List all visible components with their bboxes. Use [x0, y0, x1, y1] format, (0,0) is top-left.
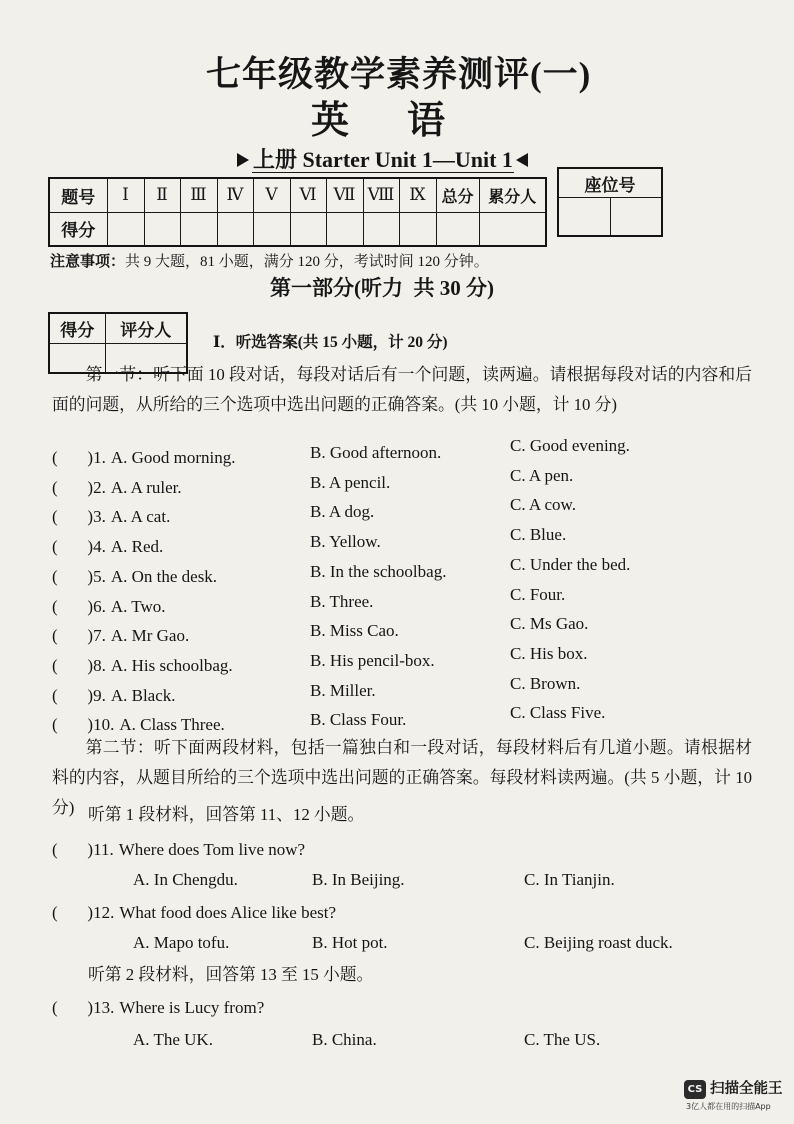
- scanner-brand-name: 扫描全能王: [710, 1081, 783, 1097]
- question-stem: [52, 651, 233, 681]
- answer-blank: ( ): [52, 597, 94, 616]
- option-b: B. China.: [312, 1030, 377, 1049]
- answer-blank: ( ): [52, 998, 94, 1017]
- option-b: B. Three.: [310, 592, 374, 611]
- score-table-col-7: Ⅶ: [326, 178, 363, 212]
- question-number: 10.: [93, 715, 115, 734]
- score-cell: [290, 212, 326, 246]
- score-cell: [253, 212, 290, 246]
- answer-blank: ( ): [52, 840, 94, 859]
- score-table-col-total: 总分: [436, 178, 479, 212]
- score-table-col-5: Ⅴ: [253, 178, 290, 212]
- question-text: Where is Lucy from?: [119, 998, 265, 1017]
- question-row: [0, 898, 794, 928]
- question-number: 4.: [93, 537, 106, 556]
- seat-box-entry-row: [558, 198, 662, 237]
- question-stem: [52, 681, 176, 711]
- option-a: A. Mapo tofu.: [133, 933, 230, 952]
- option-c: C. Blue.: [510, 525, 567, 544]
- seat-box-label: 座位号: [558, 168, 662, 198]
- section-one-instructions: 第一节：听下面 10 段对话，每段对话后有一个问题，读两遍。请根据每段对话的内容和后面的问题，从所给的三个选项中选出问题的正确答案。(共 10 小题，计 10 分): [52, 365, 752, 414]
- score-table-col-accumulator: 累分人: [479, 178, 546, 212]
- question-stem: [52, 993, 264, 1023]
- exam-notice: [50, 250, 489, 274]
- notice-text: 共 9 大题，81 小题，满分 120 分，考试时间 120 分钟。: [125, 254, 489, 270]
- score-table-col-3: Ⅲ: [180, 178, 217, 212]
- answer-blank: ( ): [52, 686, 94, 705]
- answer-blank: ( ): [52, 537, 94, 556]
- score-table-label-number: 题号: [49, 178, 107, 212]
- unit-range-text: 上册 Starter Unit 1—Unit 1: [253, 146, 513, 172]
- seat-box-header-row: [558, 168, 662, 198]
- score-table-col-2: Ⅱ: [144, 178, 180, 212]
- score-cell: [479, 212, 546, 246]
- option-a: A. Good morning.: [110, 448, 236, 467]
- option-c: C. Four.: [510, 585, 566, 604]
- score-cell: [107, 212, 144, 246]
- option-b: B. In Beijing.: [312, 870, 405, 889]
- grader-box-header-row: [49, 313, 187, 343]
- score-cell: [326, 212, 363, 246]
- option-b: B. A dog.: [310, 502, 375, 521]
- option-c: C. Class Five.: [510, 703, 606, 722]
- section-one-title: Ⅰ．听选答案(共 15 小题，计 20 分): [213, 334, 448, 351]
- question-stem: [52, 835, 305, 865]
- option-b: B. In the schoolbag.: [310, 562, 447, 581]
- question-stem: [52, 621, 189, 651]
- option-b: B. Yellow.: [310, 532, 381, 551]
- question-text: Where does Tom live now?: [118, 840, 306, 859]
- option-c: C. The US.: [524, 1030, 601, 1049]
- option-a: A. A ruler.: [110, 478, 182, 497]
- answer-blank: ( ): [52, 478, 94, 497]
- question-row: [0, 835, 794, 865]
- subject-title: 英语: [311, 100, 504, 142]
- option-b: B. Hot pot.: [312, 933, 388, 952]
- question-stem: [52, 532, 163, 562]
- question-row: [0, 466, 794, 503]
- option-a: A. Mr Gao.: [110, 626, 190, 645]
- question-number: 9.: [93, 686, 106, 705]
- option-c: C. Brown.: [510, 674, 581, 693]
- score-table: [48, 177, 547, 247]
- question-stem: [52, 443, 236, 473]
- question-row: [0, 436, 794, 473]
- score-table-col-6: Ⅵ: [290, 178, 326, 212]
- answer-blank: ( ): [52, 448, 94, 467]
- question-stem: [52, 592, 166, 622]
- option-b: B. A pencil.: [310, 473, 391, 492]
- seat-number-box: [557, 167, 663, 237]
- score-cell: [217, 212, 253, 246]
- section-two-instructions: 第二节：听下面两段材料，包括一篇独白和一段对话，每段材料后有几道小题。请根据材料的内容，从题目所给的三个选项中选出问题的正确答案。每段材料读两遍。(共 5 小题，计 10 分): [52, 738, 752, 817]
- scanner-tagline: 3亿人都在用的扫描App: [686, 1102, 771, 1111]
- score-cell: [144, 212, 180, 246]
- option-a: A. On the desk.: [110, 567, 218, 586]
- question-number: 2.: [93, 478, 106, 497]
- option-a: A. Two.: [110, 597, 166, 616]
- option-b: B. Good afternoon.: [310, 443, 442, 462]
- option-a: A. Black.: [110, 686, 176, 705]
- question-text: What food does Alice like best?: [119, 903, 337, 922]
- option-c: C. Beijing roast duck.: [524, 933, 673, 952]
- options-row: [0, 1025, 794, 1055]
- question-row: [0, 555, 794, 592]
- option-c: C. A pen.: [510, 466, 574, 485]
- question-stem: [52, 473, 182, 503]
- notice-label: 注意事项：: [50, 254, 126, 270]
- option-a: A. In Chengdu.: [133, 870, 238, 889]
- score-table-label-score: 得分: [49, 212, 107, 246]
- question-stem: [52, 502, 170, 532]
- question-number: 13.: [93, 998, 115, 1017]
- answer-blank: ( ): [52, 507, 94, 526]
- option-b: B. Miss Cao.: [310, 621, 399, 640]
- grader-box-score-label: 得分: [49, 313, 105, 343]
- option-a: A. A cat.: [110, 507, 171, 526]
- score-table-col-4: Ⅳ: [217, 178, 253, 212]
- option-c: C. Good evening.: [510, 436, 630, 455]
- question-row: [0, 644, 794, 681]
- score-table-score-row: [49, 212, 546, 246]
- question-number: 12.: [93, 903, 115, 922]
- option-c: C. Ms Gao.: [510, 614, 589, 633]
- score-table-col-1: Ⅰ: [107, 178, 144, 212]
- scanner-logo-lettering: CS: [687, 1084, 703, 1095]
- scanner-logo-icon: [684, 1080, 706, 1099]
- options-row: [0, 865, 794, 895]
- seat-cell: [558, 198, 610, 237]
- option-a: A. His schoolbag.: [110, 656, 233, 675]
- option-c: C. His box.: [510, 644, 588, 663]
- answer-blank: ( ): [52, 903, 94, 922]
- arrow-right-icon: [237, 153, 249, 167]
- material-two-prompt: 听第 2 段材料，回答第 13 至 15 小题。: [88, 965, 374, 984]
- exam-title: 七年级教学素养测评(一): [206, 55, 592, 94]
- score-cell: [436, 212, 479, 246]
- part-one-title: 第一部分(听力 共 30 分): [270, 276, 494, 300]
- score-table-col-9: Ⅸ: [399, 178, 436, 212]
- option-c: C. Under the bed.: [510, 555, 631, 574]
- grader-box-grader-label: 评分人: [105, 313, 187, 343]
- score-table-col-8: Ⅷ: [363, 178, 399, 212]
- question-number: 6.: [93, 597, 106, 616]
- score-table-header-row: [49, 178, 546, 212]
- question-stem: [52, 562, 217, 592]
- question-row: [0, 993, 794, 1023]
- option-c: C. In Tianjin.: [524, 870, 615, 889]
- option-a: A. Red.: [110, 537, 164, 556]
- question-number: 3.: [93, 507, 106, 526]
- unit-range: [237, 146, 528, 174]
- question-stem: [52, 898, 336, 928]
- seat-cell: [610, 198, 662, 237]
- question-number: 11.: [93, 840, 114, 859]
- score-cell: [399, 212, 436, 246]
- option-b: B. Class Four.: [310, 710, 407, 729]
- material-one-prompt: 听第 1 段材料，回答第 11、12 小题。: [88, 805, 365, 824]
- option-b: B. Miller.: [310, 681, 376, 700]
- question-number: 8.: [93, 656, 106, 675]
- question-number: 5.: [93, 567, 106, 586]
- answer-blank: ( ): [52, 715, 94, 734]
- option-c: C. A cow.: [510, 495, 576, 514]
- answer-blank: ( ): [52, 656, 94, 675]
- option-a: A. Class Three.: [119, 715, 225, 734]
- answer-blank: ( ): [52, 567, 94, 586]
- arrow-left-icon: [516, 153, 528, 167]
- options-row: [0, 928, 794, 958]
- question-row: [0, 495, 794, 532]
- question-number: 1.: [93, 448, 106, 467]
- question-number: 7.: [93, 626, 106, 645]
- option-a: A. The UK.: [133, 1030, 213, 1049]
- score-cell: [180, 212, 217, 246]
- option-b: B. His pencil-box.: [310, 651, 435, 670]
- score-cell: [363, 212, 399, 246]
- answer-blank: ( ): [52, 626, 94, 645]
